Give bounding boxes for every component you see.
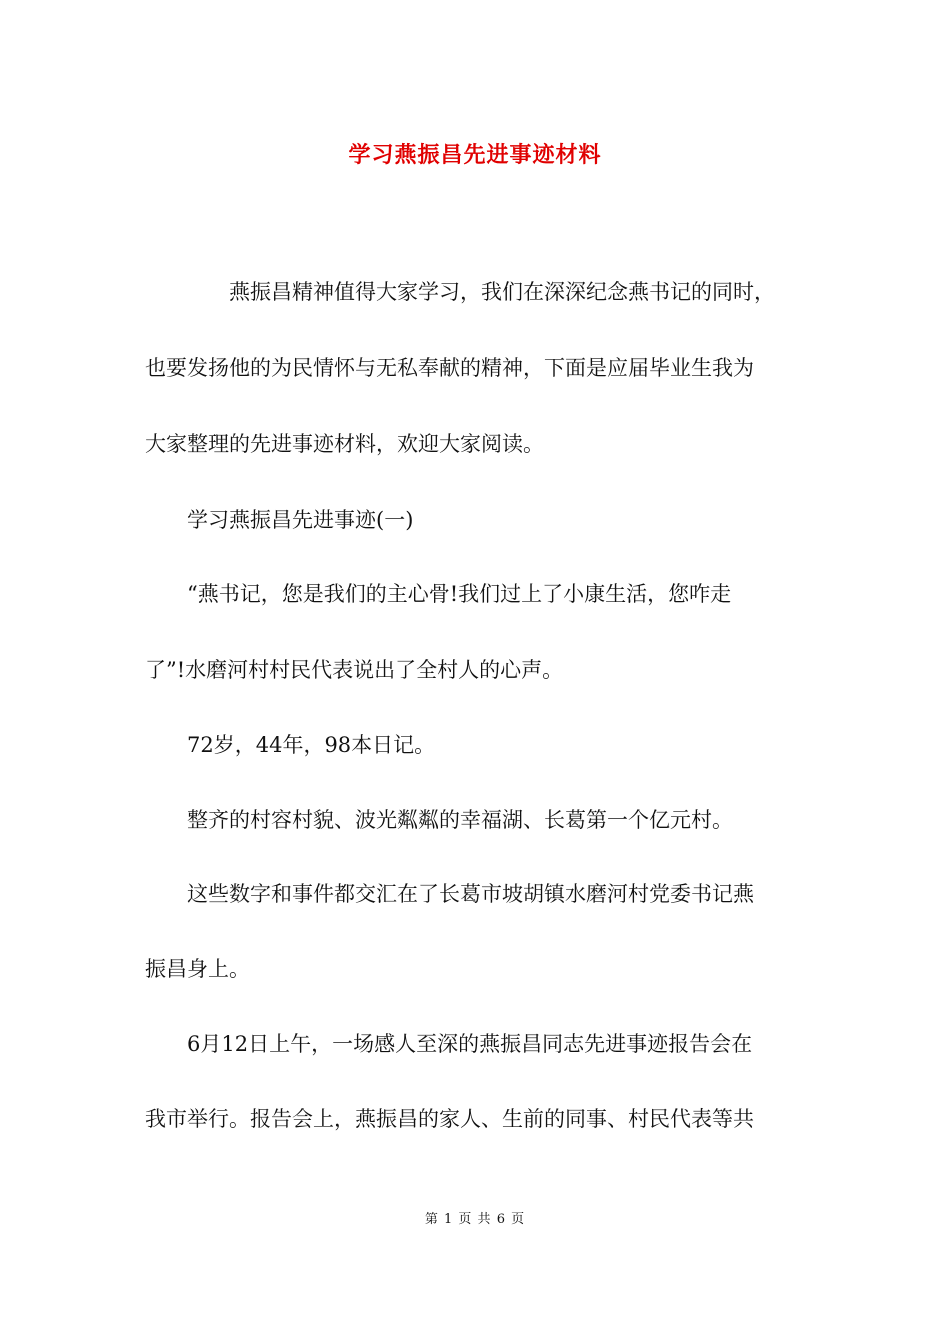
paragraph-line: 振昌身上。 [145,957,250,981]
document-title: 学习燕振昌先进事迹材料 [348,142,602,168]
paragraph-line: 72岁，44年，98本日记。 [145,733,436,757]
paragraph-line: 也要发扬他的为民情怀与无私奉献的精神，下面是应届毕业生我为 [145,356,754,380]
paragraph-line: 我市举行。报告会上，燕振昌的家人、生前的同事、村民代表等共 [145,1107,754,1131]
paragraph-line: 了”!水磨河村村民代表说出了全村人的心声。 [145,658,564,682]
paragraph-line: “燕书记，您是我们的主心骨!我们过上了小康生活，您咋走 [145,582,732,606]
page-number-footer: 第 1 页 共 6 页 [424,1212,526,1227]
paragraph-line: 这些数字和事件都交汇在了长葛市坡胡镇水磨河村党委书记燕 [145,882,754,906]
paragraph-line: 整齐的村容村貌、波光粼粼的幸福湖、长葛第一个亿元村。 [145,808,733,832]
paragraph-line: 大家整理的先进事迹材料，欢迎大家阅读。 [145,432,544,456]
paragraph-line: 燕振昌精神值得大家学习，我们在深深纪念燕书记的同时， [145,280,775,304]
paragraph-line: 6月12日上午，一场感人至深的燕振昌同志先进事迹报告会在 [145,1032,753,1056]
section-heading: 学习燕振昌先进事迹(一) [145,508,414,532]
